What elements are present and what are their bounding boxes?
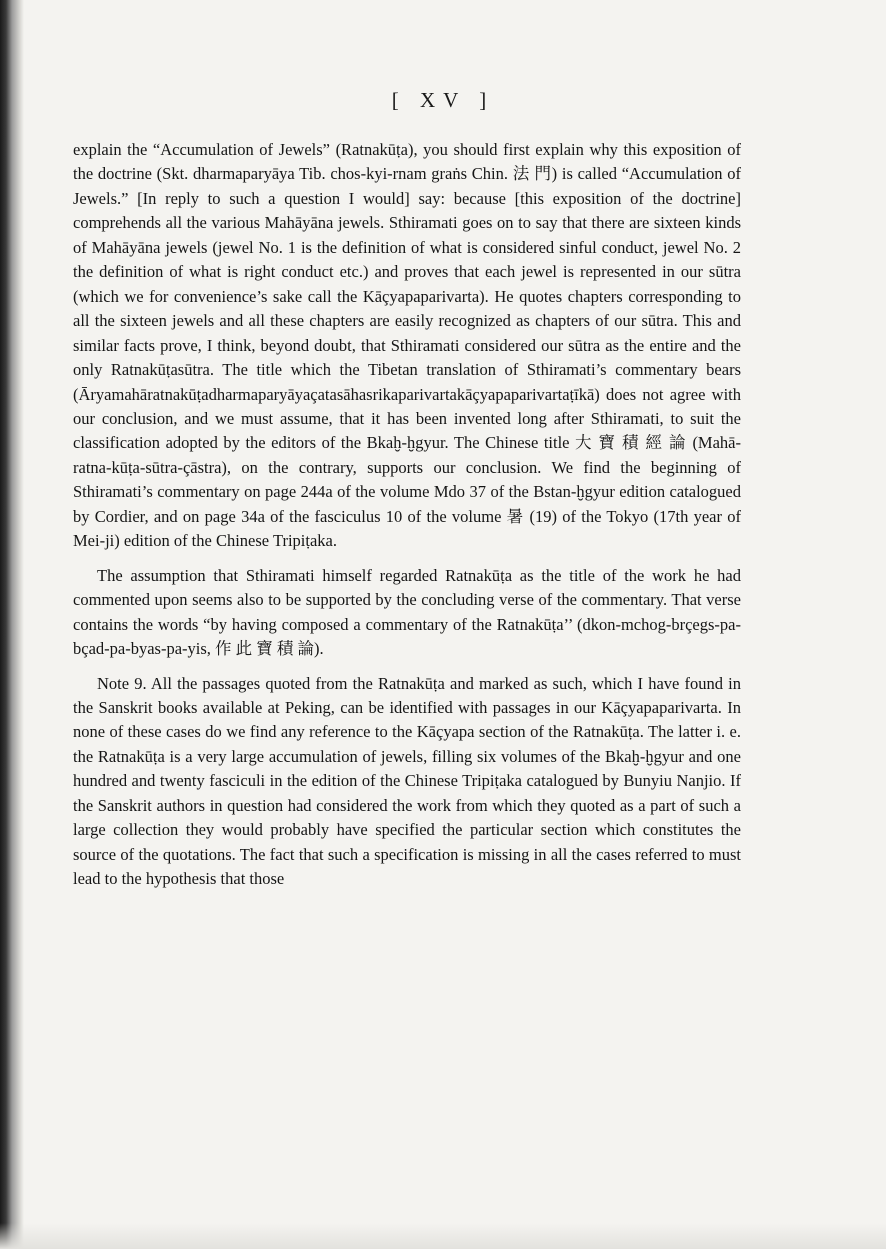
- page-bottom-edge: [0, 1223, 886, 1249]
- binding-shadow: [0, 0, 24, 1249]
- page-number-header: [ XV ]: [391, 88, 495, 112]
- paragraph-3-note-9: Note 9. All the passages quoted from the Ratnakūṭa and marked as such, which I have found in the Sanskrit books available at Peking, can be identified with passages in our Kāçyapaparivarta. In none of these cases do we find any reference to the Kāçyapa section of the Ratnakūṭa. The latter i. e. the Ratnakūṭa is a very large accumulation of jewels, filling six volumes of the Bkaḫ-ḫgyur and one hundred and twenty fasciculi in the edition of the Chinese Tripiṭaka catalogued by Bunyiu Nanjio. If the Sanskrit authors in question had considered the work from which they quoted as a part of such a large collection they would probably have specified the particular section which constitutes the source of the quotations. The fact that such a specification is missing in all the cases referred to must lead to the hypothesis that those: [73, 673, 741, 889]
- paragraph-1: explain the “Accumulation of Jewels” (Ratnakūṭa), you should first explain why this exposition of the doctrine (Skt. dharmaparyāya Tib. chos-kyi-rnam graṅs Chin. 法 門) is called “Accumulation of Jewels.” [In reply to such a question I would] say: because [this exposition of the doctrine] comprehends all the various Mahāyāna jewels. Sthiramati goes on to say that there are sixteen kinds of Mahāyāna jewels (jewel No. 1 is the definition of what is considered sinful conduct, jewel No. 2 the definition of what is right conduct etc.) and proves that each jewel is represented in our sūtra (which we for convenience’s sake call the Kāçyapaparivarta). He quotes chapters corresponding to all the sixteen jewels and all these chapters are easily recognized as chapters of our sūtra. This and similar facts prove, I think, beyond doubt, that Sthiramati considered our sūtra as the entire and the only Ratnakūṭasūtra. The title which the Tibetan translation of Sthiramati’s commentary bears (Āryamahāratnakūṭadharmaparyāyaçatasāhasrikaparivartakāçyapaparivartaṭīkā) does not agree with our conclusion, and we must assume, that it has been invented long after Sthiramati, to suit the classification adopted by the editors of the Bkaḫ-ḫgyur. The Chinese title 大 寶 積 經 論 (Mahā-ratna-kūṭa-sūtra-çāstra), on the contrary, supports our conclusion. We find the beginning of Sthiramati’s commentary on page 244a of the volume Mdo 37 of the Bstan-ḫgyur edition catalogued by Cordier, and on page 34a of the fasciculus 10 of the volume 暑 (19) of the Tokyo (17th year of Mei-ji) edition of the Chinese Tripiṭaka.: [73, 140, 741, 551]
- paragraph-2: The assumption that Sthiramati himself regarded Ratnakūṭa as the title of the work he had commented upon seems also to be supported by the concluding verse of the commentary. That verse contains the words “by having composed a commentary of the Ratnakūṭa’’ (dkon-mchog-brçegs-pa-bçad-pa-byas-pa-yis, 作 此 寶 積 論).: [73, 565, 741, 659]
- page-body: [73, 138, 741, 892]
